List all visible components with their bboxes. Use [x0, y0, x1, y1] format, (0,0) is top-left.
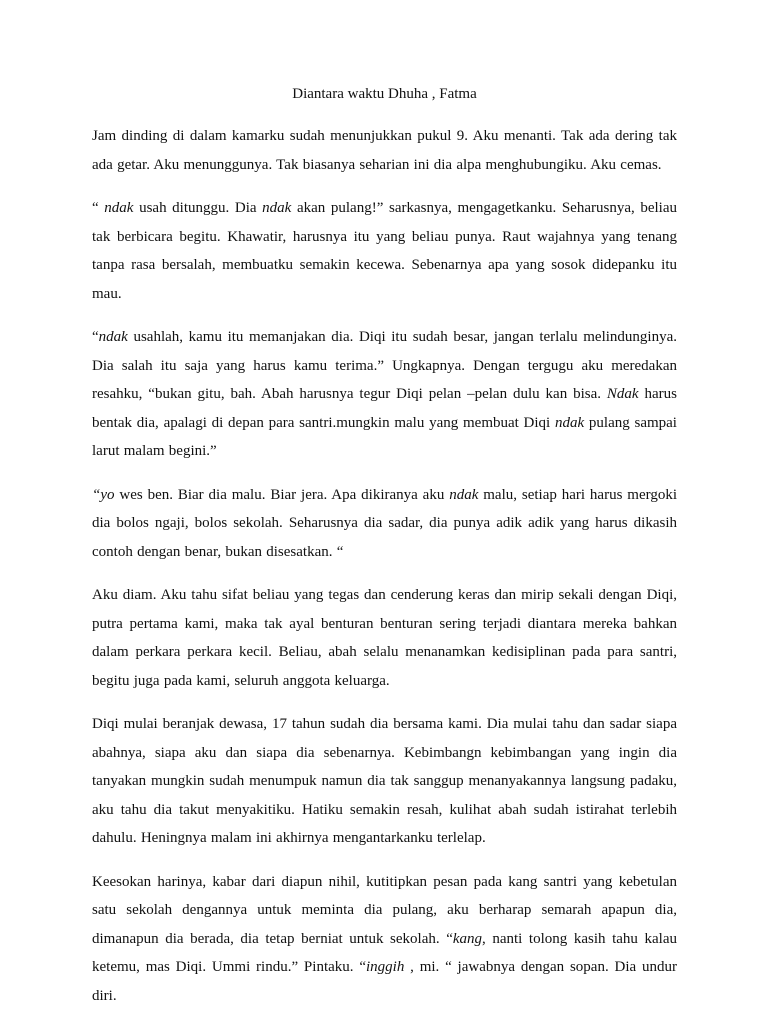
paragraph — [92, 481, 677, 567]
document-page — [92, 84, 677, 1025]
italic-text-run: kang — [452, 930, 483, 947]
text-run: usahlah, kamu itu memanjakan dia. Diqi itu sudah besar, jangan terlalu melindunginya. Dia salah itu saja yang harus kamu terima.” Ungkapnya. Dengan tergugu aku meredakan resahku, “bukan gitu, bah. Abah harusnya tegur Diqi pelan –pelan dulu kan bisa. — [92, 329, 677, 402]
paragraph — [92, 194, 677, 308]
italic-text-run: ndak — [98, 329, 128, 345]
italic-text-run: “yo — [92, 486, 115, 503]
italic-text-run: inggih — [365, 959, 405, 975]
paragraph — [92, 868, 677, 1011]
italic-text-run: Ndak — [606, 386, 639, 402]
italic-text-run: ndak — [262, 200, 292, 216]
document-title: Diantara waktu Dhuha , Fatma — [292, 86, 477, 102]
text-run: “ — [92, 200, 105, 216]
text-run: Keesokan harinya, kabar dari diapun nihil, kutitipkan pesan pada kang santri yang kebetulan satu sekolah dengannya untuk meminta dia pulang, aku berharap semarah apapun dia, dimanapun dia berada, dia tetap berniat untuk sekolah. “ — [92, 873, 677, 947]
paragraph — [92, 581, 677, 695]
italic-text-run: ndak — [104, 200, 134, 216]
text-run: Diqi mulai beranjak dewasa, 17 tahun sudah dia bersama kami. Dia mulai tahu dan sadar siapa abahnya, siapa aku dan siapa dia sebenarnya. Kebimbangn kebimbangan yang ingin dia tanyakan mungkin sudah menumpuk namun dia tak sanggup menanyakannya langsung padaku, aku tahu dia takut menyakitiku. Hatiku semakin resah, kulihat abah sudah istirahat terlebih dahulu. Heningnya malam ini akhirnya mengantarkanku terlelap. — [92, 716, 677, 846]
italic-text-run: ndak — [449, 486, 479, 503]
text-run: usah ditunggu. Dia — [133, 200, 263, 216]
paragraph — [92, 710, 677, 853]
text-run: Jam dinding di dalam kamarku sudah menunjukkan pukul 9. Aku menanti. Tak ada dering tak ada getar. Aku menunggunya. Tak biasanya seharian ini dia alpa menghubungiku. Aku cemas. — [92, 128, 677, 173]
text-run: malu, setiap hari harus mergoki dia bolos ngaji, bolos sekolah. Seharusnya dia sadar, dia punya adik adik yang harus dikasih contoh dengan benar, bukan disesatkan. “ — [92, 486, 677, 560]
text-run: akan pulang!” sarkasnya, mengagetkanku. Seharusnya, beliau tak berbicara begitu. Khawatir, harusnya itu yang beliau punya. Raut wajahnya yang tenang tanpa rasa bersalah, membuatku semakin kecewa. Sebenarnya apa yang sosok didepanku itu mau. — [92, 200, 677, 302]
text-run: , mi. “ jawabnya dengan sopan. Dia undur diri. — [92, 959, 677, 1004]
text-run: Aku diam. Aku tahu sifat beliau yang tegas dan cenderung keras dan mirip sekali dengan Diqi, putra pertama kami, maka tak ayal benturan benturan sering terjadi diantara mereka bahkan dalam perkara perkara kecil. Beliau, abah selalu menanamkan kedisiplinan pada para santri, begitu juga pada kami, seluruh anggota keluarga. — [92, 587, 677, 689]
paragraph — [92, 323, 677, 466]
text-run: wes ben. Biar dia malu. Biar jera. Apa dikiranya aku — [114, 486, 450, 503]
text-run: , nanti tolong kasih tahu kalau ketemu, mas Diqi. Ummi rindu.” Pintaku. “ — [92, 930, 677, 975]
document-body — [92, 122, 677, 1010]
paragraph — [92, 122, 677, 179]
text-run: pulang sampai larut malam begini.” — [92, 414, 677, 459]
text-run: harus bentak dia, apalagi di depan para santri.mungkin malu yang membuat Diqi — [92, 386, 677, 431]
italic-text-run: ndak — [554, 414, 585, 431]
text-run: “ — [92, 329, 99, 345]
